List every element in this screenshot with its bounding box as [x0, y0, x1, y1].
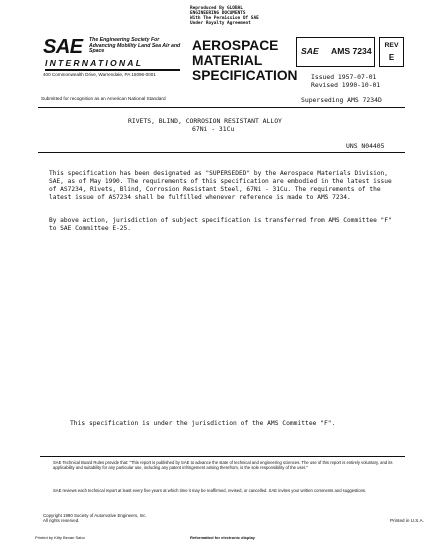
jurisdiction-transfer-paragraph: By above action, jurisdiction of subject specification is transferred from AMS Committee "F" to SAE Committee E-25. — [49, 217, 392, 232]
issued-date: Issued 1957-07-01 — [311, 73, 377, 81]
copyright-line: All rights reserved. — [43, 518, 80, 523]
sae-address: 400 Commonwealth Drive, Warrendale, PA 15096-0001 — [43, 72, 156, 77]
stamp-line: ENGINEERING DOCUMENTS — [190, 11, 246, 16]
uns-number: UNS N04405 — [346, 142, 385, 150]
superseding-note: Superseding AMS 7234D — [301, 96, 382, 104]
doc-type-line: MATERIAL — [192, 53, 263, 68]
stamp-line: Under Royalty Agreement — [190, 21, 251, 26]
header-divider — [38, 107, 405, 108]
title-divider — [38, 152, 405, 153]
revision-label: REV — [384, 42, 399, 49]
copyright-line: Copyright 1990 Society of Automotive Engineers, Inc. — [43, 513, 147, 518]
technical-board-policy: SAE Technical Board Rules provide that: "This report is published by SAE to advance the state of technical and engineering sciences. The use of this report is entirely voluntary, and its applicability and suitability for any particular use, including any patent infringement arising therefrom, is the sole responsibility of the user." — [53, 460, 393, 471]
document-id-box — [296, 37, 375, 67]
printer-credit: Printed by Kitty Bevan Sabo — [35, 535, 85, 540]
printed-in: Printed in U.S.A. — [390, 518, 424, 523]
stamp-line: With The Permission Of SAE — [190, 16, 259, 21]
reproduction-stamp — [190, 6, 290, 26]
document-type — [192, 38, 298, 83]
logo-rule — [45, 69, 180, 71]
doc-type-line: SPECIFICATION — [192, 68, 298, 83]
revision-value: E — [388, 53, 395, 62]
jurisdiction-statement: This specification is under the jurisdiction of the AMS Committee "F". — [70, 420, 336, 427]
supersede-paragraph: This specification has been designated as "SUPERSEDED" by the Aerospace Materials Division, SAE, as of May 1990. The requirements of this specification are embodied in the latest issue of AS7234, Rivets, Blind, Corrosion Resistant Steel, 67Ni - 31Cu. The requirements of the latest issue of AS7234 shall be fulfilled whenever reference is made to AMS 7234. — [49, 170, 392, 201]
spec-title: RIVETS, BLIND, CORROSION RESISTANT ALLOY — [128, 117, 282, 125]
review-notice: SAE reviews each technical report at least every five years at which time it may be reaffirmed, revised, or cancelled. SAE invites your written comments and suggestions. — [53, 488, 367, 493]
international-wordmark: INTERNATIONAL — [45, 58, 144, 68]
doc-type-line: AEROSPACE — [192, 38, 279, 53]
sae-small-logo: SAE — [301, 46, 319, 56]
document-number: AMS 7234 — [331, 46, 372, 56]
spec-subtitle: 67Ni - 31Cu — [192, 125, 235, 133]
submitted-note: Submitted for recognition as an American National Standard — [41, 96, 166, 101]
copyright — [43, 513, 147, 523]
logo-tagline: The Engineering Society For Advancing Mobility Land Sea Air and Space — [89, 37, 181, 55]
footer-divider — [40, 456, 405, 457]
revised-date: Revised 1990-10-01 — [311, 81, 381, 89]
electronic-display-note: Reformatted for electronic display — [190, 535, 255, 540]
sae-logo: SAE — [43, 36, 83, 58]
stamp-line: Reproduced By GLOBAL — [190, 6, 243, 11]
revision-box — [379, 37, 404, 67]
